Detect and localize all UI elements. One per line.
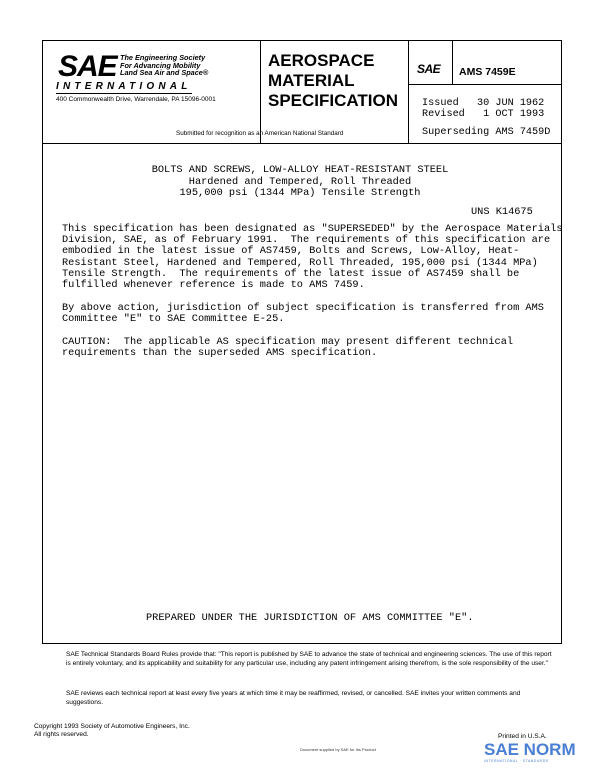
supply-note: Document supplied by SAE for Ihs Product xyxy=(300,747,376,752)
sae-logo: SAE xyxy=(58,50,117,83)
spec-type-title: AEROSPACE MATERIAL SPECIFICATION xyxy=(268,51,399,110)
superseding-line: Superseding AMS 7459D xyxy=(422,127,551,138)
sae-small-logo: SAE xyxy=(417,62,441,76)
spec-number: AMS 7459E xyxy=(459,66,516,78)
spec-number-underline xyxy=(408,84,562,85)
copyright: Copyright 1993 Society of Automotive Engineers, Inc. All rights reserved. xyxy=(34,723,190,739)
uns-number: UNS K14675 xyxy=(471,206,533,218)
paragraph: By above action, jurisdiction of subject specification is transferred from AMS Committee "E" to SAE Committee E-25. xyxy=(62,301,544,325)
submitted-note: Submitted for recognition as an American National Standard xyxy=(176,130,344,137)
international-label: INTERNATIONAL xyxy=(56,81,192,92)
document-body xyxy=(62,223,563,371)
spec-number-divider xyxy=(452,40,453,84)
header-column-divider xyxy=(408,40,409,143)
caution-paragraph: CAUTION: The applicable AS specification may present different technical requirements than the superseded AMS specification. xyxy=(62,335,514,359)
paragraph: This specification has been designated as "SUPERSEDED" by the Aerospace Materials Division, SAE, as of February 1991. The requirements of this specification are embodied in the latest issue of AS7459, Bolts and Screws, Low-Alloy, Heat- Resistant Steel, Hardened and Tempered, Roll Threaded, 195,000 psi (1344 MPa) Tensile Strength. The requirements of the latest issue of AS7459 shall be fulfilled whenever reference is made to AMS 7459. xyxy=(62,223,563,292)
board-rules-note: SAE Technical Standards Board Rules provide that: "This report is published by SAE to advance the state of technical and engineering sciences. The use of this report is entirely voluntary, and its applicability and suitability for any particular use, including any patent infringement arising therefrom, is the sole responsibility of the user." xyxy=(66,651,552,667)
issue-dates: Issued 30 JUN 1962 Revised 1 OCT 1993 xyxy=(422,98,545,121)
header-column-divider xyxy=(260,40,261,143)
header-divider xyxy=(42,143,562,144)
address: 400 Commonwealth Drive, Warrendale, PA 15096-0001 xyxy=(56,96,216,103)
document-title: BOLTS AND SCREWS, LOW-ALLOY HEAT-RESISTANT STEEL Hardened and Tempered, Roll Threaded 195,000 psi (1344 MPa) Tensile Strength xyxy=(151,164,449,199)
review-note: SAE reviews each technical report at least every five years at which time it may be reaffirmed, revised, or cancelled. SAE invites your written comments and suggestions. xyxy=(66,690,521,706)
society-tagline: The Engineering Society For Advancing Mobility Land Sea Air and Space® xyxy=(120,53,209,78)
prepared-statement: PREPARED UNDER THE JURISDICTION OF AMS COMMITTEE "E". xyxy=(146,612,474,624)
watermark-logo: SAE NORM INTERNATIONAL · STANDARDS xyxy=(484,740,576,763)
printed-in: Printed in U.S.A. xyxy=(498,733,547,740)
